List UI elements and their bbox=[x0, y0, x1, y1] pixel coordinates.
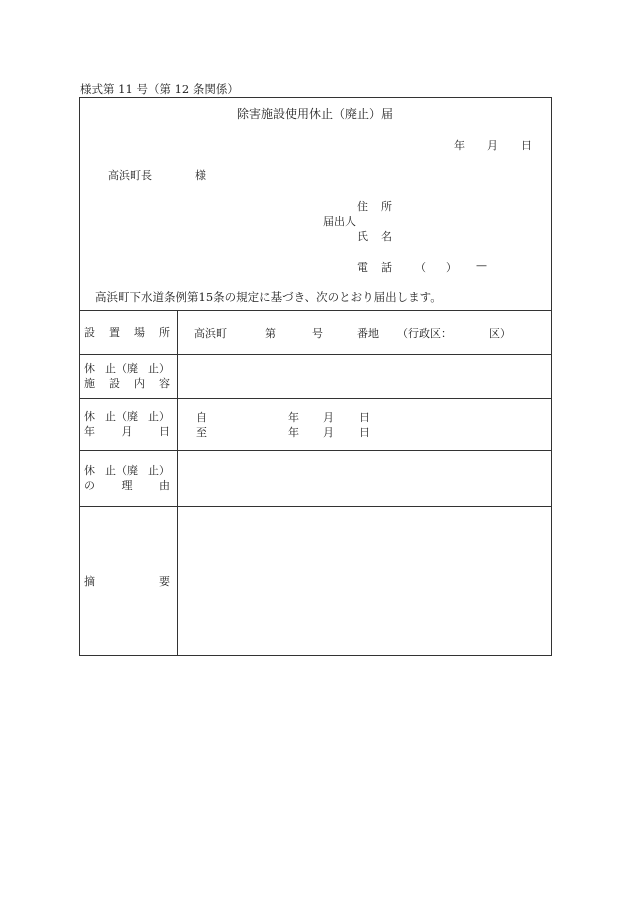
address-label-char1: 住 bbox=[357, 200, 368, 213]
label-column-rule bbox=[177, 310, 178, 656]
row-rule-4 bbox=[79, 506, 552, 507]
label-char: 日 bbox=[159, 425, 170, 438]
name-label-char2: 名 bbox=[381, 230, 392, 243]
row-rule-3 bbox=[79, 450, 552, 451]
phone-dash: — bbox=[476, 259, 487, 272]
form-number: 様式第 11 号（第 12 条関係） bbox=[80, 82, 239, 96]
period-to-month: 月 bbox=[323, 426, 334, 439]
label-char: 摘 bbox=[84, 575, 95, 588]
period-from-year: 年 bbox=[288, 411, 299, 424]
label-char: 内 bbox=[134, 377, 145, 390]
label-char: の bbox=[84, 479, 95, 492]
date-year: 年 bbox=[454, 139, 465, 152]
label-char: 年 bbox=[84, 425, 95, 438]
row-rule-1 bbox=[79, 354, 552, 355]
label-char: 容 bbox=[159, 377, 170, 390]
period-from-month: 月 bbox=[323, 411, 334, 424]
period-to: 至 bbox=[196, 426, 207, 439]
period-label bbox=[84, 409, 170, 439]
label-char: 止（廃 bbox=[105, 362, 138, 375]
addressee-name: 高浜町長 bbox=[108, 169, 152, 182]
district-end: 区） bbox=[489, 327, 511, 340]
label-char: 設 bbox=[109, 377, 120, 390]
location-dai: 第 bbox=[265, 327, 276, 340]
location-label-char: 場 bbox=[134, 326, 145, 339]
phone-paren-open: （ bbox=[415, 261, 426, 274]
statement-text: 高浜町下水道条例第15条の規定に基づき、次のとおり届出します。 bbox=[95, 290, 442, 304]
label-char: 止（廃 bbox=[105, 464, 138, 477]
district-label: （行政区： bbox=[397, 327, 452, 340]
label-char: 止（廃 bbox=[105, 410, 138, 423]
label-char: 由 bbox=[159, 479, 170, 492]
facility-label bbox=[84, 361, 170, 391]
phone-label-char1: 電 bbox=[357, 261, 368, 274]
addressee-honorific: 様 bbox=[195, 169, 206, 182]
row-rule-2 bbox=[79, 398, 552, 399]
phone-label-char2: 話 bbox=[381, 261, 392, 274]
table-top-rule bbox=[79, 310, 552, 311]
applicant-label: 届出人 bbox=[323, 215, 356, 228]
label-char: 月 bbox=[121, 425, 133, 438]
period-to-day: 日 bbox=[359, 426, 370, 439]
location-label-char: 設 bbox=[84, 326, 95, 339]
name-label-char1: 氏 bbox=[357, 230, 368, 243]
label-char: 休 bbox=[84, 362, 95, 375]
label-char: 休 bbox=[84, 410, 95, 423]
label-char: 休 bbox=[84, 464, 95, 477]
address-label-char2: 所 bbox=[381, 200, 392, 213]
phone-paren-close: ） bbox=[446, 261, 457, 274]
location-go: 号 bbox=[312, 327, 323, 340]
label-char: 要 bbox=[159, 575, 170, 588]
label-char: 理 bbox=[121, 479, 133, 492]
label-char: 止） bbox=[148, 362, 170, 375]
document-title: 除害施設使用休止（廃止）届 bbox=[236, 107, 393, 121]
period-from-day: 日 bbox=[359, 411, 370, 424]
period-to-year: 年 bbox=[288, 426, 299, 439]
label-char: 止） bbox=[148, 464, 170, 477]
location-label-char: 置 bbox=[109, 326, 120, 339]
location-label bbox=[84, 325, 170, 340]
location-label-char: 所 bbox=[159, 326, 170, 339]
date-month: 月 bbox=[487, 139, 498, 152]
location-banchi: 番地 bbox=[357, 327, 379, 340]
label-char: 施 bbox=[84, 377, 95, 390]
date-day: 日 bbox=[521, 139, 532, 152]
location-town: 高浜町 bbox=[194, 327, 227, 340]
remarks-label bbox=[84, 574, 170, 589]
reason-label bbox=[84, 463, 170, 493]
label-char: 止） bbox=[148, 410, 170, 423]
period-from: 自 bbox=[196, 411, 207, 424]
